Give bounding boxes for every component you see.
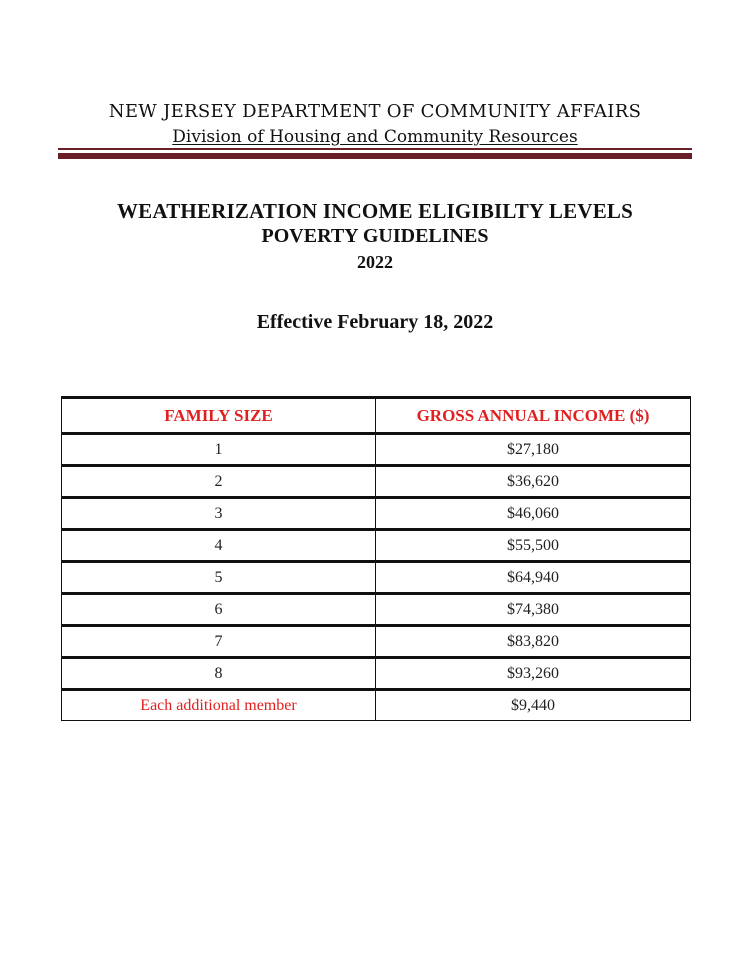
income-cell: $74,380 [376, 594, 691, 626]
income-eligibility-table [61, 396, 691, 721]
family-size-cell: 6 [62, 594, 376, 626]
table-row [62, 498, 691, 530]
family-size-cell: Each additional member [62, 690, 376, 721]
table-row [62, 530, 691, 562]
family-size-cell: 8 [62, 658, 376, 690]
income-cell: $83,820 [376, 626, 691, 658]
division-name [0, 126, 750, 148]
table-row [62, 594, 691, 626]
table-header-row [62, 398, 691, 434]
document-header [0, 100, 750, 148]
family-size-cell: 3 [62, 498, 376, 530]
department-name: NEW JERSEY DEPARTMENT OF COMMUNITY AFFAIRS [108, 101, 642, 122]
table-row [62, 562, 691, 594]
family-size-cell: 7 [62, 626, 376, 658]
document-title: WEATHERIZATION INCOME ELIGIBILTY LEVELS [116, 199, 634, 223]
table-row-additional-member [62, 690, 691, 721]
table-row [62, 466, 691, 498]
income-cell: $64,940 [376, 562, 691, 594]
family-size-cell: 1 [62, 434, 376, 466]
family-size-cell: 4 [62, 530, 376, 562]
income-cell: $93,260 [376, 658, 691, 690]
table-row [62, 626, 691, 658]
header-divider-thick [58, 153, 692, 159]
document-subtitle: POVERTY GUIDELINES [261, 225, 489, 247]
document-title-block [0, 198, 750, 275]
document-year: 2022 [357, 252, 393, 272]
income-cell: $9,440 [376, 690, 691, 721]
column-header-family-size: FAMILY SIZE [62, 398, 376, 434]
income-cell: $27,180 [376, 434, 691, 466]
table-row [62, 658, 691, 690]
income-cell: $36,620 [376, 466, 691, 498]
income-cell: $46,060 [376, 498, 691, 530]
division-name-text: Division of Housing and Community Resources [172, 127, 578, 147]
effective-date: Effective February 18, 2022 [256, 311, 494, 333]
income-cell: $55,500 [376, 530, 691, 562]
column-header-gross-income: GROSS ANNUAL INCOME ($) [376, 398, 691, 434]
family-size-cell: 2 [62, 466, 376, 498]
header-divider-thin [58, 148, 692, 150]
family-size-cell: 5 [62, 562, 376, 594]
table-row [62, 434, 691, 466]
